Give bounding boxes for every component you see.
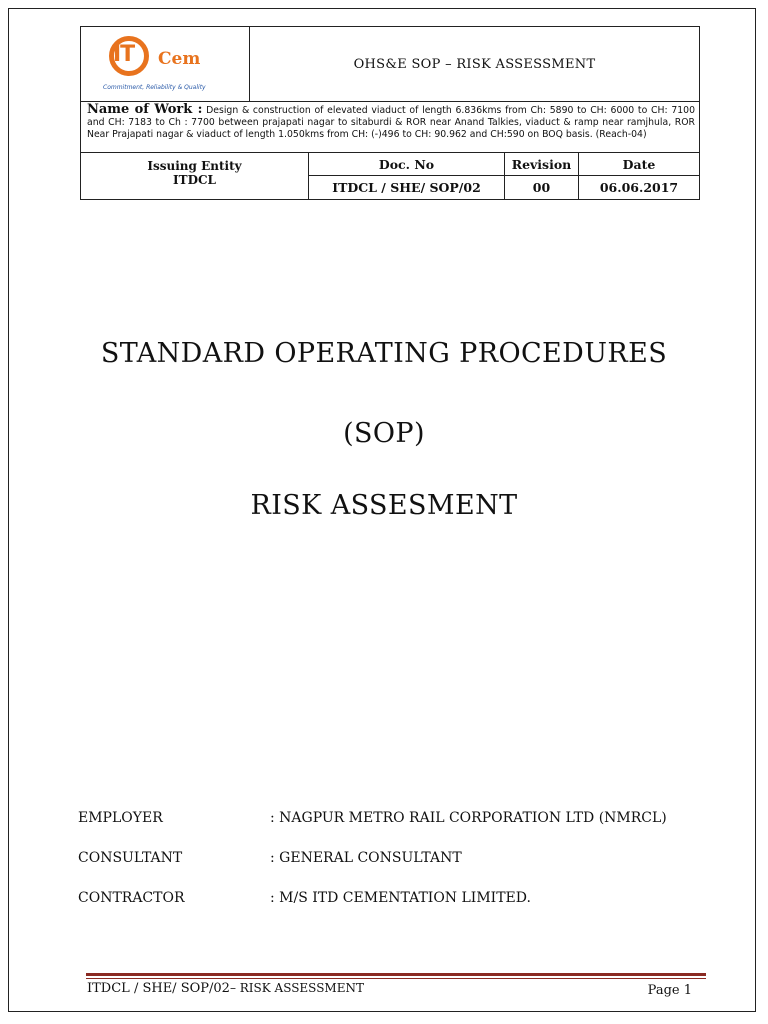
name-of-work-label: Name of Work :	[87, 102, 203, 117]
party-role: CONSULTANT	[78, 850, 183, 866]
footer-rule-thin	[86, 978, 706, 979]
footer-doc-number: ITDCL / SHE/ SOP/02	[87, 981, 230, 996]
party-consultant	[78, 850, 462, 866]
document-header-title: OHS&E SOP – RISK ASSESSMENT	[353, 56, 596, 72]
revision-cell	[505, 153, 579, 199]
doc-no-label: Doc. No	[309, 153, 504, 176]
logo-brand-name: Cem	[158, 49, 201, 69]
page-number: Page 1	[647, 983, 692, 998]
date-label: Date	[579, 153, 699, 176]
main-title: STANDARD OPERATING PROCEDURES	[100, 338, 668, 369]
party-value: : NAGPUR METRO RAIL CORPORATION LTD (NMRCL)	[270, 810, 667, 826]
date-cell	[579, 153, 699, 199]
revision-value: 00	[532, 180, 551, 195]
party-value: : M/S ITD CEMENTATION LIMITED.	[270, 890, 531, 906]
footer-rule-thick	[86, 973, 706, 976]
name-of-work	[81, 102, 699, 153]
risk-assessment-title: RISK ASSESMENT	[250, 490, 518, 521]
date-value: 06.06.2017	[599, 180, 679, 195]
issuing-entity-cell	[81, 153, 309, 199]
footer-doc-ref	[87, 981, 364, 996]
logo-letters: IT	[113, 42, 135, 67]
party-role: CONTRACTOR	[78, 890, 185, 906]
name-of-work-text: Design & construction of elevated viaduct of length 6.836kms from Ch: 5890 to CH: 6000 to CH: 7100 and CH: 7183 to Ch : 7700 between prajapati nagar to sitaburdi & ROR near Anand Talkies, viaduct & ramp near ramjhula, ROR Near Prajapati nagar & viaduct of length 1.050kms from CH: (-)496 to CH: 90.962 and CH:590 on BOQ basis. (Reach-04)	[87, 105, 695, 140]
sop-abbreviation: (SOP)	[343, 418, 425, 449]
party-role: EMPLOYER	[78, 810, 163, 826]
footer-doc-suffix: – RISK ASSESSMENT	[229, 981, 364, 995]
header-table	[80, 26, 700, 200]
issuing-entity-label: Issuing Entity	[147, 159, 242, 173]
doc-no-cell	[309, 153, 505, 199]
revision-label: Revision	[505, 153, 578, 176]
party-contractor	[78, 890, 531, 906]
party-value: : GENERAL CONSULTANT	[270, 850, 462, 866]
company-logo	[81, 27, 250, 101]
issuing-entity-value: ITDCL	[173, 173, 216, 187]
logo-tagline: Commitment, Reliability & Quality	[103, 84, 206, 91]
party-employer	[78, 810, 667, 826]
doc-no-value: ITDCL / SHE/ SOP/02	[332, 180, 481, 195]
